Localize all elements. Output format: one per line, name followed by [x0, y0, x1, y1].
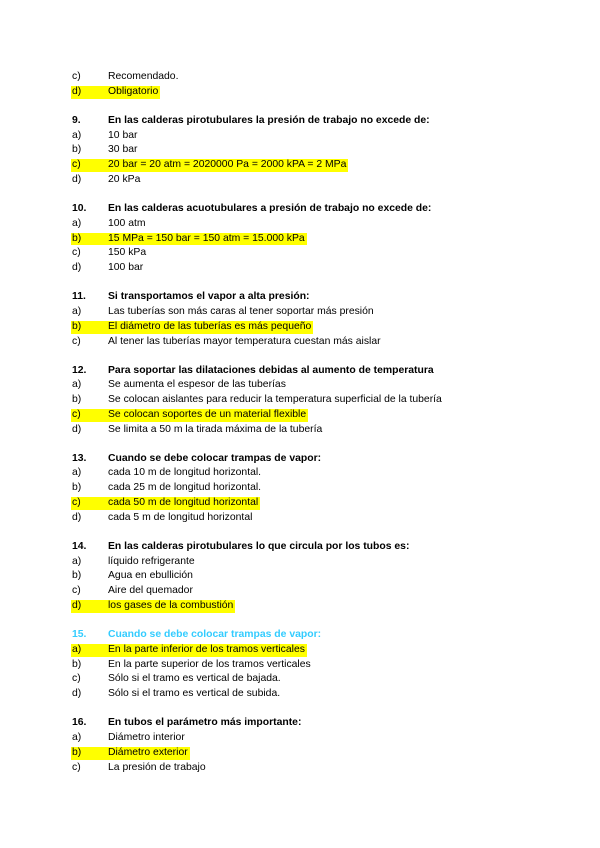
- option-text: Se aumenta el espesor de las tuberías: [108, 379, 286, 391]
- option-label: c): [72, 585, 81, 597]
- question-number: 10.: [72, 202, 87, 214]
- answer-option: [0, 584, 600, 599]
- option-text: Las tuberías son más caras al tener soportar más presión: [108, 305, 374, 317]
- question-text: Si transportamos el vapor a alta presión:: [108, 291, 310, 303]
- option-text: El diámetro de las tuberías es más pequeño: [108, 320, 312, 332]
- spacer: [0, 437, 600, 451]
- option-text: 30 bar: [108, 144, 138, 156]
- option-text: líquido refrigerante: [108, 555, 195, 567]
- option-text: 100 bar: [108, 262, 144, 274]
- answer-option: [0, 143, 600, 158]
- option-text: 15 MPa = 150 bar = 150 atm = 15.000 kPa: [108, 232, 305, 244]
- spacer: [0, 526, 600, 540]
- option-text: En la parte superior de los tramos verticales: [108, 658, 311, 670]
- option-text: los gases de la combustión: [108, 600, 234, 612]
- option-text: La presión de trabajo: [108, 761, 206, 773]
- spacer: [0, 276, 600, 290]
- question-number: 16.: [72, 717, 87, 729]
- option-label: b): [72, 570, 82, 582]
- option-text: Agua en ebullición: [108, 570, 193, 582]
- option-label: b): [72, 320, 82, 332]
- question-heading: [0, 540, 600, 555]
- option-text: Diámetro exterior: [108, 746, 188, 758]
- option-text: Se colocan soportes de un material flexible: [108, 408, 307, 420]
- option-label: b): [72, 232, 82, 244]
- answer-option: [0, 466, 600, 481]
- answer-option: [0, 761, 600, 776]
- option-label: b): [72, 482, 82, 494]
- option-label: c): [72, 247, 81, 259]
- option-text: cada 10 m de longitud horizontal.: [108, 467, 262, 479]
- option-label: d): [72, 423, 82, 435]
- answer-option: [0, 246, 600, 261]
- option-label: c): [72, 408, 81, 420]
- question-block: [0, 114, 600, 188]
- question-block: [0, 540, 600, 614]
- spacer: [0, 614, 600, 628]
- option-text: Sólo si el tramo es vertical de bajada.: [108, 673, 281, 685]
- option-text: 20 kPa: [108, 173, 141, 185]
- option-label: b): [72, 144, 82, 156]
- question-text: En las calderas acuotubulares a presión de trabajo no excede de:: [108, 202, 432, 214]
- answer-option: [0, 658, 600, 673]
- answer-option: [0, 496, 600, 511]
- answer-option: [0, 85, 600, 100]
- spacer: [0, 702, 600, 716]
- option-label: a): [72, 643, 82, 655]
- answer-option: [0, 746, 600, 761]
- answer-option: [0, 335, 600, 350]
- answer-option: [0, 423, 600, 438]
- answer-option: [0, 672, 600, 687]
- option-text: cada 25 m de longitud horizontal.: [108, 482, 262, 494]
- option-label: a): [72, 217, 82, 229]
- option-text: Recomendado.: [108, 71, 179, 82]
- answer-option: [0, 687, 600, 702]
- option-label: d): [72, 262, 82, 274]
- question-heading: [0, 716, 600, 731]
- question-heading: [0, 114, 600, 129]
- option-label: a): [72, 467, 82, 479]
- answer-option: [0, 261, 600, 276]
- option-text: Aire del quemador: [108, 585, 193, 597]
- answer-option: [0, 217, 600, 232]
- answer-option: [0, 232, 600, 247]
- option-label: a): [72, 379, 82, 391]
- answer-option: [0, 555, 600, 570]
- option-label: d): [72, 600, 82, 612]
- question-heading: [0, 452, 600, 467]
- option-label: c): [72, 71, 81, 82]
- option-text: Diámetro interior: [108, 731, 185, 743]
- option-label: d): [72, 688, 82, 700]
- spacer: [0, 188, 600, 202]
- option-label: d): [72, 511, 82, 523]
- option-text: cada 5 m de longitud horizontal: [108, 511, 253, 523]
- answer-option: [0, 129, 600, 144]
- option-text: Obligatorio: [108, 85, 159, 97]
- option-text: cada 50 m de longitud horizontal: [108, 497, 259, 509]
- question-text: En las calderas pirotubulares la presión de trabajo no excede de:: [108, 114, 430, 126]
- answer-option: [0, 481, 600, 496]
- question-text: Cuando se debe colocar trampas de vapor:: [108, 452, 322, 464]
- option-label: a): [72, 731, 82, 743]
- document-page: [0, 70, 600, 775]
- question-heading: [0, 202, 600, 217]
- option-text: Se limita a 50 m la tirada máxima de la tubería: [108, 423, 323, 435]
- option-text: 20 bar = 20 atm = 2020000 Pa = 2000 kPA = 2 MPa: [108, 159, 347, 171]
- answer-option: [0, 511, 600, 526]
- question-number: 9.: [72, 114, 81, 126]
- question-text: En las calderas pirotubulares lo que circula por los tubos es:: [108, 540, 410, 552]
- question-block: [0, 364, 600, 438]
- answer-option: [0, 305, 600, 320]
- option-label: c): [72, 335, 81, 347]
- option-label: d): [72, 85, 82, 97]
- question-block: [0, 290, 600, 349]
- option-text: 150 kPa: [108, 247, 147, 259]
- option-label: c): [72, 673, 81, 685]
- option-label: c): [72, 497, 81, 509]
- option-text: 100 atm: [108, 217, 146, 229]
- answer-option: [0, 393, 600, 408]
- question-heading: [0, 290, 600, 305]
- answer-option: [0, 173, 600, 188]
- option-label: c): [72, 159, 81, 171]
- answer-option: [0, 408, 600, 423]
- answer-option: [0, 643, 600, 658]
- option-label: a): [72, 129, 82, 141]
- option-text: Al tener las tuberías mayor temperatura cuestan más aislar: [108, 335, 381, 347]
- option-text: Sólo si el tramo es vertical de subida.: [108, 688, 281, 700]
- answer-option: [0, 158, 600, 173]
- option-label: a): [72, 305, 82, 317]
- option-text: Se colocan aislantes para reducir la temperatura superficial de la tubería: [108, 394, 442, 406]
- question-number: 11.: [72, 291, 86, 303]
- question-text: Cuando se debe colocar trampas de vapor:: [108, 629, 322, 641]
- spacer: [0, 100, 600, 114]
- question-number: 14.: [72, 540, 87, 552]
- answer-option: [0, 378, 600, 393]
- option-label: b): [72, 746, 82, 758]
- question-number: 15.: [72, 629, 87, 641]
- option-text: En la parte inferior de los tramos verticales: [108, 643, 305, 655]
- option-label: a): [72, 555, 82, 567]
- question-block: [0, 202, 600, 276]
- question-number: 12.: [72, 364, 87, 376]
- question-heading: [0, 628, 600, 643]
- question-number: 13.: [72, 452, 87, 464]
- question-text: En tubos el parámetro más importante:: [108, 717, 302, 729]
- question-block: [0, 628, 600, 702]
- answer-option: [0, 70, 600, 85]
- question-block: [0, 716, 600, 775]
- spacer: [0, 349, 600, 363]
- answer-option: [0, 320, 600, 335]
- answer-option: [0, 599, 600, 614]
- question-text: Para soportar las dilataciones debidas al aumento de temperatura: [108, 364, 434, 376]
- question-heading: [0, 364, 600, 379]
- answer-option: [0, 731, 600, 746]
- option-label: b): [72, 394, 82, 406]
- option-label: d): [72, 173, 82, 185]
- option-label: c): [72, 761, 81, 773]
- option-label: b): [72, 658, 82, 670]
- question-block: [0, 452, 600, 526]
- option-text: 10 bar: [108, 129, 138, 141]
- answer-option: [0, 569, 600, 584]
